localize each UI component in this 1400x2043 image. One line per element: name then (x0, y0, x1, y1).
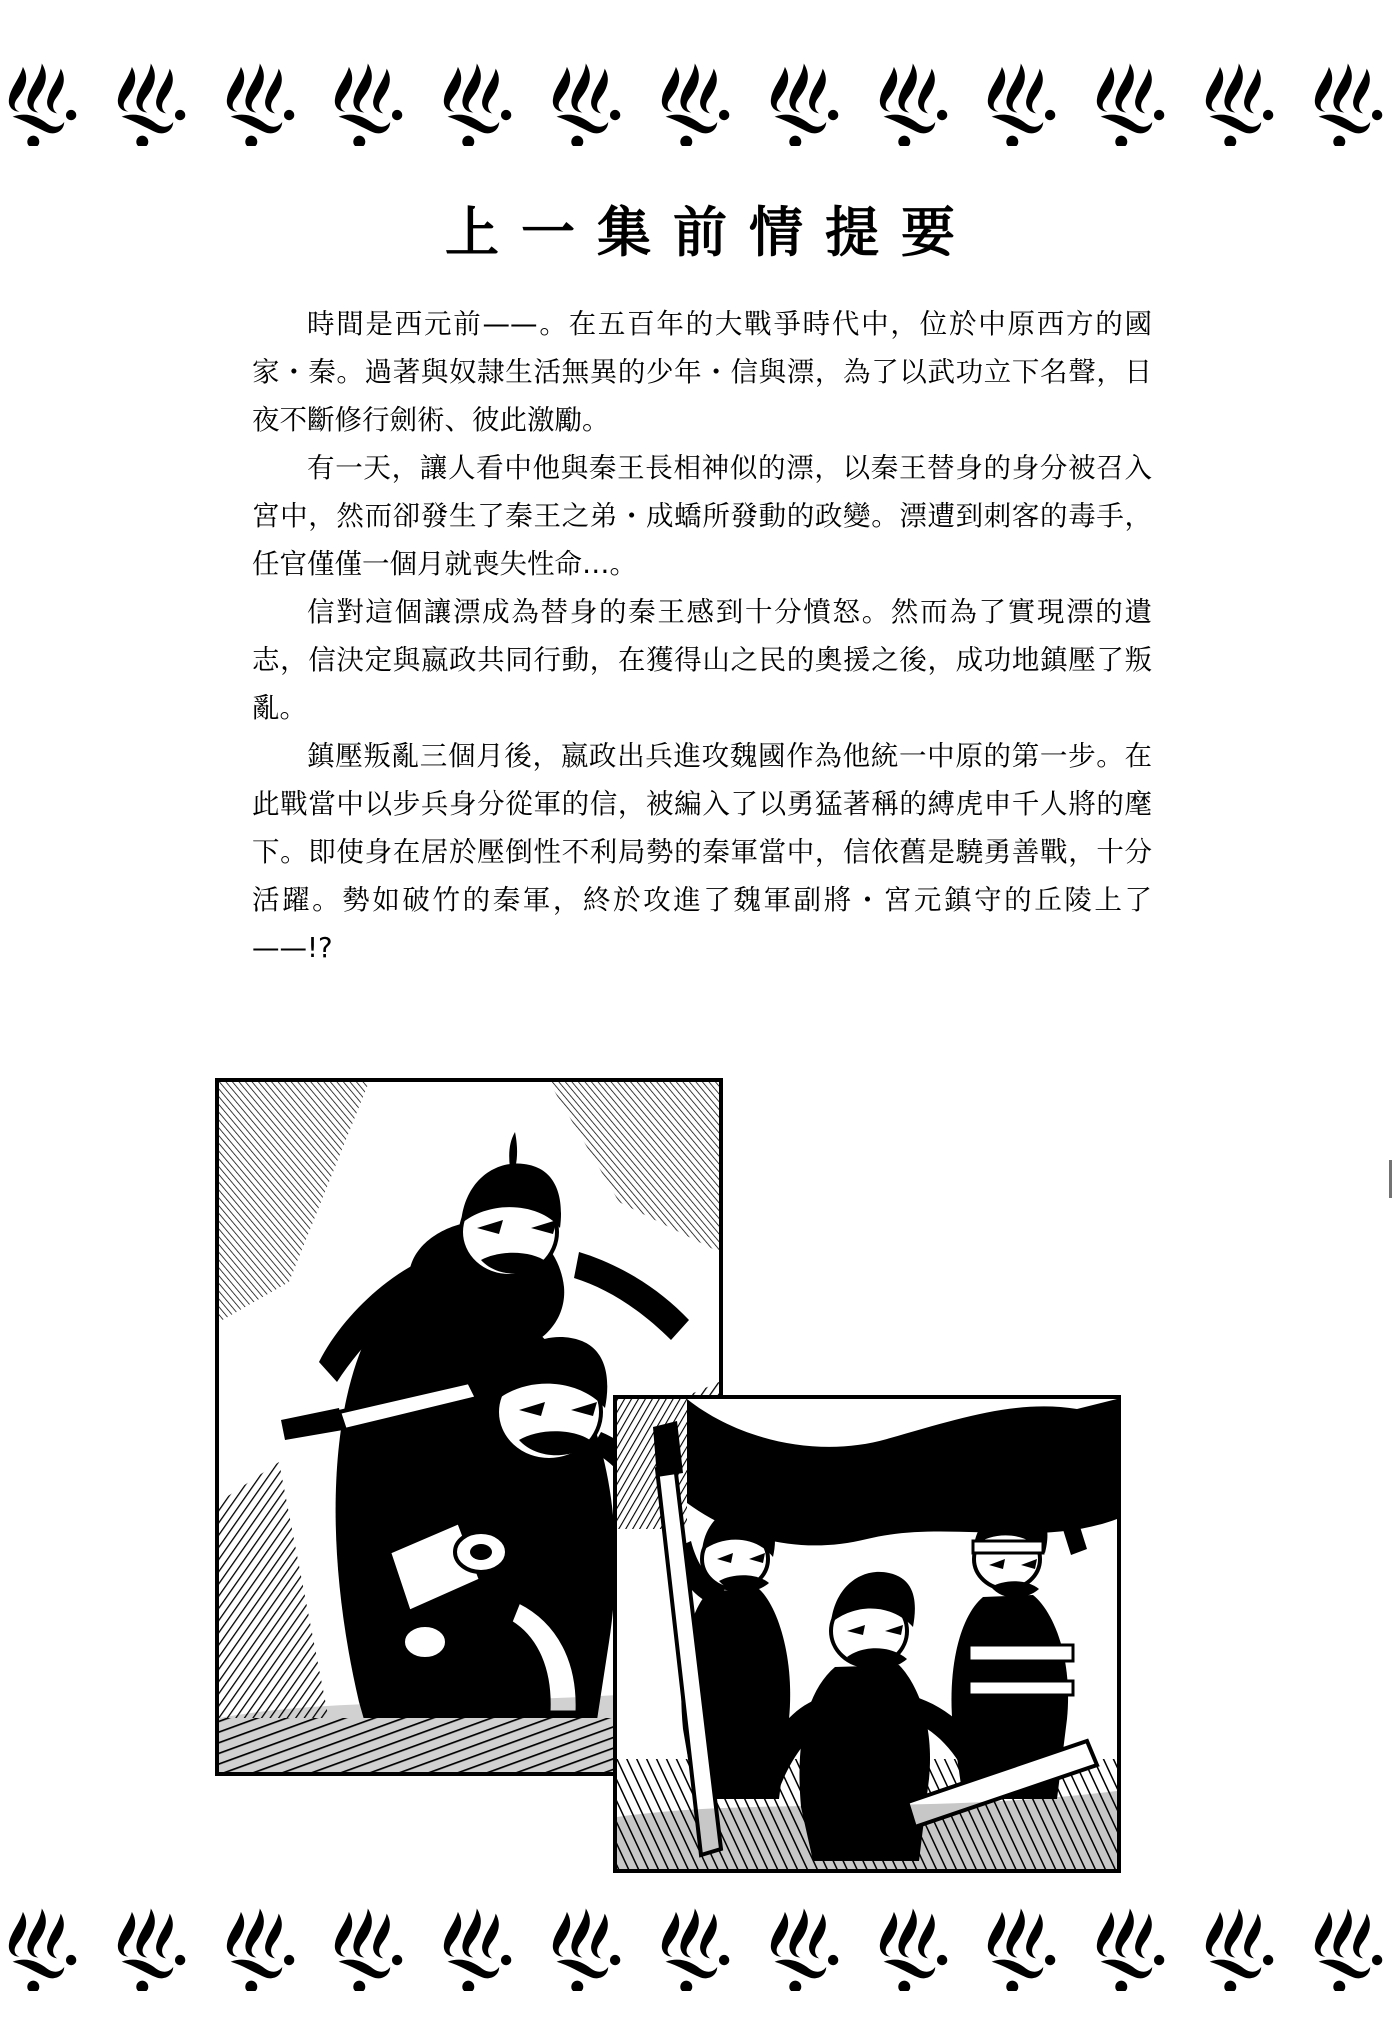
recap-paragraph: 鎮壓叛亂三個月後，嬴政出兵進攻魏國作為他統一中原的第一步。在此戰當中以步兵身分從軍的信，被編入了以勇猛著稱的縛虎申千人將的麾下。即使身在居於壓倒性不利局勢的秦軍當中，信依舊是驍勇善戰，十分活躍。勢如破竹的秦軍，終於攻進了魏軍副將・宮元鎮守的丘陵上了——!? (252, 740, 1152, 964)
flame-ornament (766, 60, 852, 150)
flame-ornament (875, 60, 961, 150)
flame-icon (222, 1905, 308, 1991)
flame-icon (657, 60, 743, 146)
flame-ornament (548, 1905, 634, 1995)
flame-icon (548, 60, 634, 146)
flame-ornament (439, 1905, 525, 1995)
flame-ornament (1201, 60, 1287, 150)
manga-panel-three-soldiers (613, 1395, 1121, 1873)
flame-icon (1310, 1905, 1396, 1991)
flame-icon (875, 60, 961, 146)
flame-icon (439, 60, 525, 146)
flame-ornament (657, 60, 743, 150)
recap-paragraph: 時間是西元前——。在五百年的大戰爭時代中，位於中原西方的國家・秦。過著與奴隷生活無異的少年・信與漂，為了以武功立下名聲，日夜不斷修行劍術、彼此激勵。 (252, 308, 1152, 436)
panel-artwork-2 (617, 1399, 1117, 1869)
page-title: 上一集前情提要 (445, 201, 977, 264)
flame-ornament (330, 60, 416, 150)
flame-ornament (1092, 1905, 1178, 1995)
flame-ornament (113, 60, 199, 150)
flame-icon (222, 60, 308, 146)
flame-ornament (657, 1905, 743, 1995)
flame-ornament (983, 1905, 1069, 1995)
flame-icon (657, 1905, 743, 1991)
flame-icon (4, 1905, 90, 1991)
flame-icon (548, 1905, 634, 1991)
flame-icon (1310, 60, 1396, 146)
flame-icon (875, 1905, 961, 1991)
flame-ornament (766, 1905, 852, 1995)
flame-ornament (222, 1905, 308, 1995)
flame-icon (1092, 1905, 1178, 1991)
flame-ornament (875, 1905, 961, 1995)
recap-body (252, 300, 1152, 972)
flame-ornament (1310, 1905, 1396, 1995)
flame-ornament (4, 60, 90, 150)
recap-paragraph: 有一天，讓人看中他與秦王長相神似的漂，以秦王替身的身分被召入宮中，然而卻發生了秦王之弟・成蟜所發動的政變。漂遭到刺客的毒手，任官僅僅一個月就喪失性命…。 (252, 452, 1152, 580)
flame-icon (766, 60, 852, 146)
flame-icon (4, 60, 90, 146)
page-edge-mark (1389, 1160, 1392, 1198)
flame-ornament (983, 60, 1069, 150)
flame-ornament (330, 1905, 416, 1995)
flame-ornament (4, 1905, 90, 1995)
flame-ornament (1201, 1905, 1287, 1995)
flame-icon (766, 1905, 852, 1991)
flame-icon (983, 60, 1069, 146)
flame-icon (983, 1905, 1069, 1991)
flame-icon (113, 1905, 199, 1991)
flame-icon (1092, 60, 1178, 146)
flame-icon (330, 60, 416, 146)
flame-ornament (222, 60, 308, 150)
flame-icon (1201, 1905, 1287, 1991)
flame-icon (113, 60, 199, 146)
flame-border-top (0, 50, 1400, 160)
flame-ornament (439, 60, 525, 150)
flame-ornament (1310, 60, 1396, 150)
flame-ornament (548, 60, 634, 150)
flame-icon (439, 1905, 525, 1991)
flame-ornament (1092, 60, 1178, 150)
flame-icon (330, 1905, 416, 1991)
flame-icon (1201, 60, 1287, 146)
recap-paragraph: 信對這個讓漂成為替身的秦王感到十分憤怒。然而為了實現漂的遺志，信決定與嬴政共同行動，在獲得山之民的奧援之後，成功地鎮壓了叛亂。 (252, 596, 1152, 724)
flame-ornament (113, 1905, 199, 1995)
flame-border-bottom (0, 1895, 1400, 2005)
